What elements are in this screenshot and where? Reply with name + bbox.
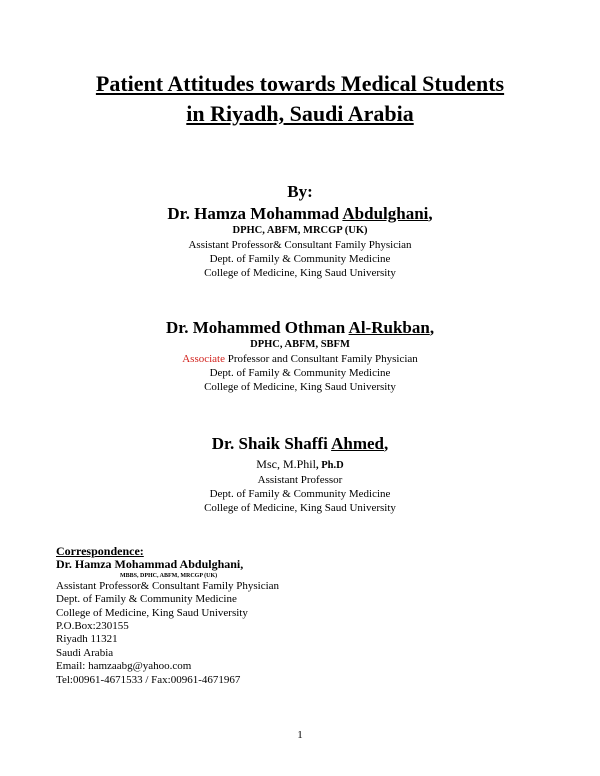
author-3-name: Dr. Shaik Shaffi Ahmed, [211,434,389,453]
author-3-position: Assistant Professor [257,474,343,486]
author-1-dept: Dept. of Family & Community Medicine [209,253,391,265]
paper-title-line-2: in Riyadh, Saudi Arabia [186,101,414,126]
author-1-degrees: DPHC, ABFM, MRCGP (UK) [232,225,368,236]
correspondence-name: Dr. Hamza Mohammad Abdulghani, [56,557,244,572]
correspondence-city: Riyadh 11321 [56,633,118,646]
correspondence-po-box: P.O.Box:230155 [56,620,129,633]
by-label: By: [287,182,313,201]
author-3-college: College of Medicine, King Saud University [204,502,396,514]
page-number: 1 [297,729,303,741]
author-2-college: College of Medicine, King Saud University [204,381,396,393]
author-2-degrees: DPHC, ABFM, SBFM [250,339,350,350]
author-1-name: Dr. Hamza Mohammad Abdulghani, [167,204,433,223]
correspondence-email: Email: hamzaabg@yahoo.com [56,660,192,673]
author-3-degrees: Msc, M.Phil, Ph.D [256,457,344,471]
paper-title-line-1: Patient Attitudes towards Medical Students [95,71,505,96]
author-2-block [0,318,600,394]
correspondence-college: College of Medicine, King Saud University [56,606,248,619]
correspondence-degrees: MBBS, DPHC, ABFM, MRCGP (UK) [120,572,218,579]
author-3-block [0,434,600,515]
correspondence-country: Saudi Arabia [56,646,114,659]
author-1-position: Assistant Professor& Consultant Family Physician [188,239,412,251]
correspondence-heading: Correspondence: [56,544,144,558]
correspondence-phone-fax: Tel:00961-4671533 / Fax:00961-4671967 [56,673,241,686]
author-2-name: Dr. Mohammed Othman Al-Rukban, [165,318,435,337]
author-1-block [0,204,600,280]
author-2-dept: Dept. of Family & Community Medicine [209,367,391,379]
author-1-college: College of Medicine, King Saud University [204,267,396,279]
author-3-dept: Dept. of Family & Community Medicine [209,488,391,500]
author-2-position: Associate Professor and Consultant Family Physician [182,353,418,365]
correspondence-block [56,545,279,687]
correspondence-dept: Dept. of Family & Community Medicine [56,593,237,606]
correspondence-position: Assistant Professor& Consultant Family Physician [56,579,280,592]
